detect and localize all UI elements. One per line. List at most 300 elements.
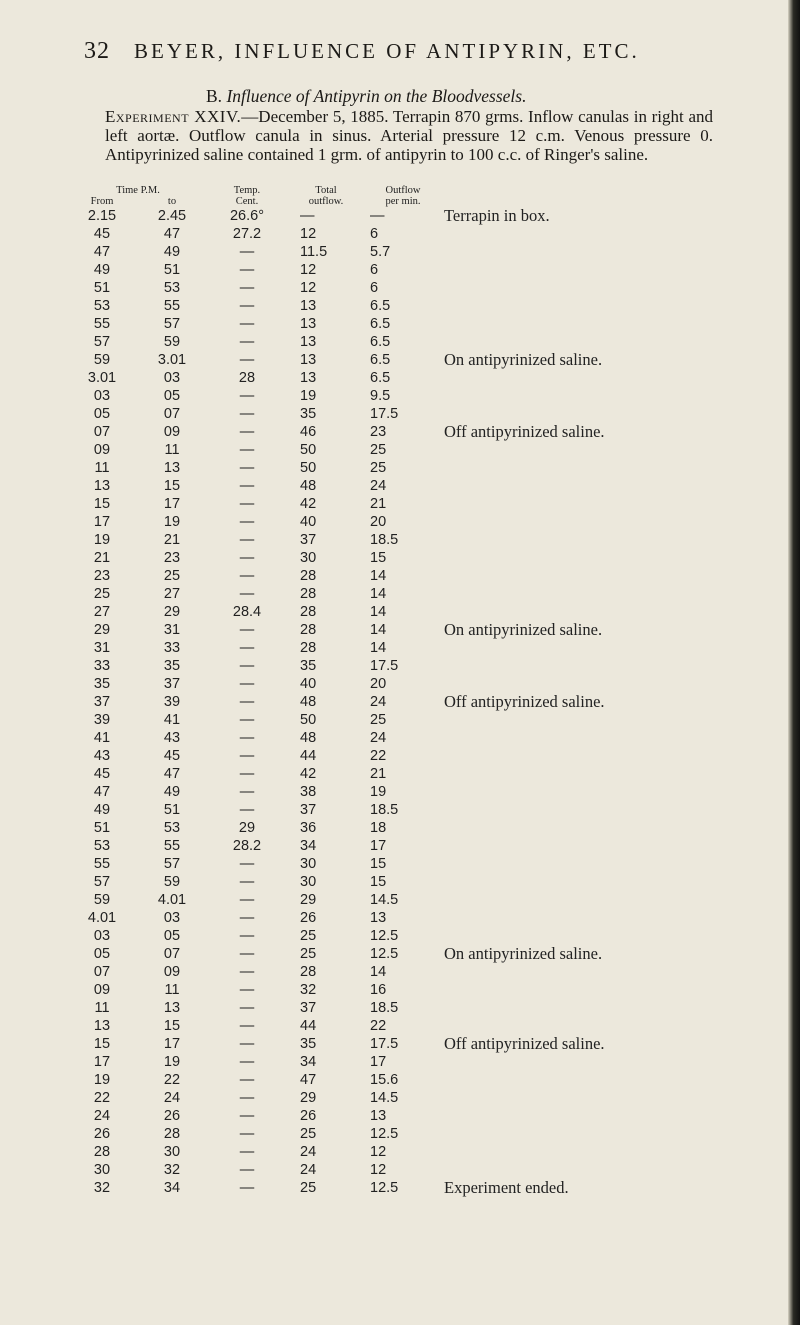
time-to-cell: 41: [163, 712, 181, 728]
time-to-cell: 19: [163, 514, 181, 530]
table-body: [68, 207, 605, 1197]
time-to-cell: 13: [163, 460, 181, 476]
temperature-cell: —: [239, 928, 255, 944]
remark-cell: Off antipyrinized saline.: [444, 692, 605, 711]
table-row: [68, 711, 605, 729]
remark-cell: [440, 1089, 605, 1107]
remark-cell: On antipyrinized saline.: [444, 944, 603, 963]
time-from-cell: 45: [93, 226, 111, 242]
outflow-per-min-cell: 6: [370, 262, 379, 278]
temperature-cell: —: [239, 964, 255, 980]
total-outflow-cell: 36: [300, 820, 317, 836]
table-row: [68, 693, 605, 711]
remark-cell: [440, 585, 605, 603]
temperature-cell: —: [239, 262, 255, 278]
total-outflow-cell: 50: [300, 442, 317, 458]
outflow-per-min-cell: —: [370, 208, 385, 224]
outflow-per-min-cell: 17.5: [370, 658, 399, 674]
outflow-per-min-cell: 25: [370, 442, 387, 458]
outflow-per-min-cell: 18: [370, 820, 387, 836]
time-to-cell: 57: [163, 316, 181, 332]
temperature-cell: —: [239, 424, 255, 440]
time-from-cell: 15: [93, 496, 111, 512]
time-to-cell: 22: [163, 1072, 181, 1088]
outflow-per-min-cell: 21: [370, 496, 387, 512]
outflow-per-min-cell: 14: [370, 640, 387, 656]
table-row: [68, 675, 605, 693]
remark-cell: [440, 225, 605, 243]
time-to-cell: 2.45: [157, 208, 187, 224]
temperature-cell: —: [239, 712, 255, 728]
time-from-cell: 3.01: [87, 370, 117, 386]
temperature-cell: —: [239, 694, 255, 710]
temperature-cell: 28: [238, 370, 256, 386]
table-row: [68, 405, 605, 423]
time-from-cell: 41: [93, 730, 111, 746]
time-to-cell: 35: [163, 658, 181, 674]
page-number: 32: [84, 38, 110, 64]
temperature-cell: —: [239, 586, 255, 602]
outflow-per-min-cell: 6.5: [370, 352, 391, 368]
results-table: [68, 185, 605, 1197]
temperature-cell: —: [239, 1108, 255, 1124]
outflow-per-min-cell: 6.5: [370, 316, 391, 332]
time-from-cell: 11: [94, 460, 110, 476]
time-to-cell: 07: [163, 946, 181, 962]
total-outflow-cell: 28: [300, 568, 317, 584]
total-outflow-cell: 35: [300, 1036, 317, 1052]
outflow-per-min-cell: 22: [370, 748, 387, 764]
remark-cell: [440, 1143, 605, 1161]
time-to-cell: 11: [164, 982, 180, 998]
time-to-cell: 28: [163, 1126, 181, 1142]
outflow-per-min-cell: 14: [370, 622, 387, 638]
total-outflow-cell: 37: [300, 1000, 317, 1016]
table-row: [68, 1125, 605, 1143]
remark-cell: [440, 981, 605, 999]
total-outflow-cell: 13: [300, 352, 317, 368]
time-from-cell: 55: [93, 856, 111, 872]
total-outflow-cell: 42: [300, 766, 317, 782]
table-row: [68, 369, 605, 387]
outflow-per-min-cell: 12.5: [370, 1180, 399, 1196]
total-outflow-cell: 32: [300, 982, 317, 998]
remark-cell: [440, 765, 605, 783]
table-row: [68, 567, 605, 585]
total-outflow-cell: 28: [300, 604, 317, 620]
outflow-per-min-cell: 15: [370, 874, 387, 890]
time-from-cell: 03: [93, 928, 111, 944]
table-row: [68, 423, 605, 441]
total-outflow-cell: 30: [300, 874, 317, 890]
outflow-per-min-cell: 6.5: [370, 334, 391, 350]
outflow-per-min-cell: 13: [370, 910, 387, 926]
table-row: [68, 1017, 605, 1035]
total-outflow-cell: 24: [300, 1144, 317, 1160]
total-outflow-cell: 30: [300, 856, 317, 872]
time-to-cell: 45: [163, 748, 181, 764]
remark-cell: Experiment ended.: [444, 1178, 569, 1197]
outflow-per-min-cell: 6.5: [370, 370, 391, 386]
total-outflow-cell: 25: [300, 1126, 317, 1142]
time-from-cell: 15: [93, 1036, 111, 1052]
temperature-cell: —: [239, 388, 255, 404]
temperature-cell: —: [239, 622, 255, 638]
time-to-cell: 55: [163, 298, 181, 314]
table-row: [68, 1035, 605, 1053]
time-to-cell: 43: [163, 730, 181, 746]
total-outflow-cell: 25: [300, 1180, 317, 1196]
table-row: [68, 1107, 605, 1125]
outflow-per-min-cell: 18.5: [370, 1000, 399, 1016]
outflow-per-min-cell: 19: [370, 784, 387, 800]
total-unit-header: outflow.: [308, 196, 344, 207]
remark-cell: [440, 1053, 605, 1071]
time-to-cell: 24: [163, 1090, 181, 1106]
time-from-cell: 05: [93, 946, 111, 962]
table-row: [68, 513, 605, 531]
time-to-cell: 59: [163, 874, 181, 890]
remark-cell: [440, 1161, 605, 1179]
page-header: [84, 38, 704, 65]
temperature-cell: —: [239, 550, 255, 566]
time-from-cell: 49: [93, 802, 111, 818]
temperature-cell: 29: [238, 820, 256, 836]
remark-cell: [440, 999, 605, 1017]
time-from-cell: 57: [93, 874, 111, 890]
temperature-cell: —: [239, 1054, 255, 1070]
time-from-cell: 59: [93, 352, 111, 368]
time-from-cell: 47: [93, 784, 111, 800]
time-from-cell: 30: [93, 1162, 111, 1178]
outflow-per-min-cell: 17.5: [370, 406, 399, 422]
time-to-cell: 55: [163, 838, 181, 854]
temperature-cell: —: [239, 856, 255, 872]
time-to-cell: 05: [163, 388, 181, 404]
time-from-cell: 31: [93, 640, 111, 656]
temperature-cell: —: [239, 730, 255, 746]
remark-cell: [440, 405, 605, 423]
total-outflow-cell: 37: [300, 532, 317, 548]
total-outflow-cell: 13: [300, 316, 317, 332]
time-to-cell: 29: [163, 604, 181, 620]
outflow-unit-header: per min.: [385, 196, 421, 207]
time-from-cell: 59: [93, 892, 111, 908]
total-outflow-cell: 46: [300, 424, 317, 440]
table-row: [68, 1071, 605, 1089]
total-outflow-cell: 44: [300, 1018, 317, 1034]
time-to-cell: 59: [163, 334, 181, 350]
table-row: [68, 549, 605, 567]
time-to-cell: 51: [163, 802, 181, 818]
table-row: [68, 855, 605, 873]
time-from-cell: 09: [93, 982, 111, 998]
outflow-per-min-cell: 17: [370, 838, 387, 854]
time-from-cell: 22: [93, 1090, 111, 1106]
time-to-cell: 57: [163, 856, 181, 872]
temperature-cell: —: [239, 1036, 255, 1052]
remark-cell: [440, 909, 605, 927]
remark-cell: [440, 477, 605, 495]
time-to-cell: 49: [163, 244, 181, 260]
remark-cell: [440, 387, 605, 405]
time-from-cell: 26: [93, 1126, 111, 1142]
time-from-cell: 33: [93, 658, 111, 674]
remark-cell: [440, 531, 605, 549]
temperature-cell: —: [239, 244, 255, 260]
outflow-header: Outflow: [385, 185, 421, 196]
table-row: [68, 1089, 605, 1107]
table-row: [68, 1053, 605, 1071]
total-outflow-cell: 48: [300, 478, 317, 494]
outflow-per-min-cell: 14: [370, 586, 387, 602]
time-from-cell: 32: [93, 1180, 111, 1196]
total-outflow-cell: 12: [300, 262, 317, 278]
total-outflow-cell: 12: [300, 280, 317, 296]
time-to-cell: 11: [164, 442, 180, 458]
time-to-cell: 26: [163, 1108, 181, 1124]
temperature-cell: —: [239, 784, 255, 800]
remark-cell: [440, 675, 605, 693]
table-row: [68, 261, 605, 279]
total-outflow-cell: 35: [300, 406, 317, 422]
total-outflow-cell: 25: [300, 946, 317, 962]
remark-cell: [440, 837, 605, 855]
remark-cell: [440, 441, 605, 459]
temperature-cell: —: [239, 946, 255, 962]
total-outflow-cell: 50: [300, 460, 317, 476]
temp-header: Temp.: [233, 185, 261, 196]
total-outflow-cell: 47: [300, 1072, 317, 1088]
outflow-per-min-cell: 15.6: [370, 1072, 399, 1088]
outflow-per-min-cell: 9.5: [370, 388, 391, 404]
time-to-cell: 53: [163, 820, 181, 836]
outflow-per-min-cell: 14: [370, 568, 387, 584]
experiment-label: Experiment XXIV.: [105, 107, 242, 126]
time-from-cell: 45: [93, 766, 111, 782]
remark-cell: On antipyrinized saline.: [444, 620, 603, 639]
outflow-per-min-cell: 25: [370, 460, 387, 476]
table-row: [68, 315, 605, 333]
outflow-per-min-cell: 6: [370, 280, 379, 296]
time-to-cell: 53: [163, 280, 181, 296]
time-from-cell: 23: [93, 568, 111, 584]
temperature-cell: —: [239, 298, 255, 314]
temperature-cell: —: [239, 748, 255, 764]
total-outflow-cell: 48: [300, 730, 317, 746]
time-to-cell: 3.01: [157, 352, 187, 368]
outflow-per-min-cell: 14.5: [370, 892, 399, 908]
total-outflow-cell: 44: [300, 748, 317, 764]
outflow-per-min-cell: 16: [370, 982, 387, 998]
total-outflow-cell: 30: [300, 550, 317, 566]
time-to-cell: 07: [163, 406, 181, 422]
total-outflow-cell: 24: [300, 1162, 317, 1178]
temperature-cell: —: [239, 1000, 255, 1016]
remark-cell: Terrapin in box.: [444, 206, 550, 225]
total-outflow-cell: —: [300, 208, 315, 224]
total-outflow-cell: 50: [300, 712, 317, 728]
time-from-cell: 19: [93, 1072, 111, 1088]
remark-cell: [440, 279, 605, 297]
page-edge-shadow: [788, 0, 800, 1325]
table-row: [68, 945, 605, 963]
time-to-cell: 47: [163, 226, 181, 242]
temperature-cell: —: [239, 1162, 255, 1178]
time-from-cell: 55: [93, 316, 111, 332]
time-from-cell: 24: [93, 1108, 111, 1124]
total-outflow-cell: 42: [300, 496, 317, 512]
remark-cell: [440, 297, 605, 315]
table-row: [68, 891, 605, 909]
temperature-cell: —: [239, 1072, 255, 1088]
running-head: BEYER, INFLUENCE OF ANTIPYRIN, ETC.: [134, 39, 640, 63]
time-from-cell: 37: [93, 694, 111, 710]
time-from-cell: 2.15: [87, 208, 117, 224]
experiment-description: —December 5, 1885. Terrapin 870 grms. Inflow canulas in right and left aortæ. Outflow canula in sinus. Arterial pressure 12 c.m. Venous pressure 0. Antipyrinized saline contained 1 grm. of antipyrin to 100 c.c. of Ringer's saline.: [105, 107, 713, 164]
table-row: [68, 387, 605, 405]
table-row: [68, 531, 605, 549]
remark-cell: [440, 549, 605, 567]
total-outflow-cell: 11.5: [300, 244, 328, 260]
total-outflow-cell: 13: [300, 298, 317, 314]
remark-cell: [440, 927, 605, 945]
table-row: [68, 729, 605, 747]
total-outflow-cell: 40: [300, 676, 317, 692]
remark-cell: [440, 567, 605, 585]
remark-cell: [440, 747, 605, 765]
time-to-cell: 17: [163, 1036, 181, 1052]
table-row: [68, 837, 605, 855]
time-to-cell: 34: [163, 1180, 181, 1196]
table-row: [68, 1161, 605, 1179]
total-outflow-cell: 34: [300, 1054, 317, 1070]
time-from-cell: 25: [93, 586, 111, 602]
table-row: [68, 603, 605, 621]
outflow-per-min-cell: 12: [370, 1144, 387, 1160]
outflow-per-min-cell: 24: [370, 478, 387, 494]
temperature-cell: —: [239, 1018, 255, 1034]
table-row: [68, 963, 605, 981]
table-header-row: [68, 185, 605, 196]
total-outflow-cell: 48: [300, 694, 317, 710]
time-from-cell: 35: [93, 676, 111, 692]
time-from-cell: 57: [93, 334, 111, 350]
total-outflow-cell: 35: [300, 658, 317, 674]
outflow-per-min-cell: 6: [370, 226, 379, 242]
temperature-cell: —: [239, 442, 255, 458]
table-row: [68, 459, 605, 477]
total-outflow-cell: 38: [300, 784, 317, 800]
total-outflow-cell: 13: [300, 334, 317, 350]
remark-cell: [440, 333, 605, 351]
outflow-per-min-cell: 25: [370, 712, 387, 728]
time-to-cell: 47: [163, 766, 181, 782]
time-from-cell: 4.01: [87, 910, 117, 926]
temperature-cell: 26.6°: [229, 208, 265, 224]
time-from-cell: 43: [93, 748, 111, 764]
temp-unit-header: Cent.: [235, 196, 259, 207]
time-to-cell: 51: [163, 262, 181, 278]
table-row: [68, 207, 605, 225]
table-row: [68, 927, 605, 945]
table-row: [68, 819, 605, 837]
time-to-cell: 37: [163, 676, 181, 692]
remark-cell: Off antipyrinized saline.: [444, 422, 605, 441]
remark-cell: [440, 873, 605, 891]
total-outflow-cell: 19: [300, 388, 317, 404]
time-to-cell: 17: [163, 496, 181, 512]
table-row: [68, 243, 605, 261]
experiment-intro: [105, 107, 713, 164]
time-to-cell: 32: [163, 1162, 181, 1178]
outflow-per-min-cell: 6.5: [370, 298, 391, 314]
time-from-cell: 17: [93, 1054, 111, 1070]
time-from-cell: 51: [93, 820, 111, 836]
remark-cell: [440, 243, 605, 261]
outflow-per-min-cell: 20: [370, 514, 387, 530]
temperature-cell: —: [239, 496, 255, 512]
time-to-cell: 19: [163, 1054, 181, 1070]
time-from-cell: 29: [93, 622, 111, 638]
table-row: [68, 333, 605, 351]
outflow-per-min-cell: 24: [370, 730, 387, 746]
table-row: [68, 1143, 605, 1161]
time-from-cell: 13: [93, 1018, 111, 1034]
table-row: [68, 765, 605, 783]
remark-cell: [440, 639, 605, 657]
table-row: [68, 801, 605, 819]
table-row: [68, 495, 605, 513]
table-row: [68, 639, 605, 657]
temperature-cell: —: [239, 280, 255, 296]
table-row: [68, 225, 605, 243]
time-to-cell: 21: [163, 532, 181, 548]
remark-cell: [440, 891, 605, 909]
table-row: [68, 873, 605, 891]
time-to-cell: 13: [163, 1000, 181, 1016]
time-from-cell: 53: [93, 838, 111, 854]
remark-cell: [440, 801, 605, 819]
time-from-cell: 21: [93, 550, 111, 566]
time-from-cell: 19: [93, 532, 111, 548]
table-row: [68, 621, 605, 639]
time-to-cell: 23: [163, 550, 181, 566]
temperature-cell: —: [239, 892, 255, 908]
time-from-cell: 03: [93, 388, 111, 404]
temperature-cell: —: [239, 514, 255, 530]
outflow-per-min-cell: 21: [370, 766, 387, 782]
temperature-cell: —: [239, 1180, 255, 1196]
time-to-cell: 03: [163, 910, 181, 926]
outflow-per-min-cell: 14.5: [370, 1090, 399, 1106]
remark-cell: [440, 513, 605, 531]
total-header: Total: [315, 185, 337, 196]
total-outflow-cell: 28: [300, 964, 317, 980]
time-from-cell: 39: [93, 712, 111, 728]
table-row: [68, 909, 605, 927]
temperature-cell: —: [239, 676, 255, 692]
time-to-cell: 49: [163, 784, 181, 800]
time-from-cell: 07: [93, 964, 111, 980]
table-row: [68, 783, 605, 801]
time-from-cell: 47: [93, 244, 111, 260]
table-row: [68, 279, 605, 297]
temperature-cell: —: [239, 802, 255, 818]
from-header: From: [90, 196, 114, 207]
temperature-cell: —: [239, 874, 255, 890]
remark-cell: [440, 711, 605, 729]
